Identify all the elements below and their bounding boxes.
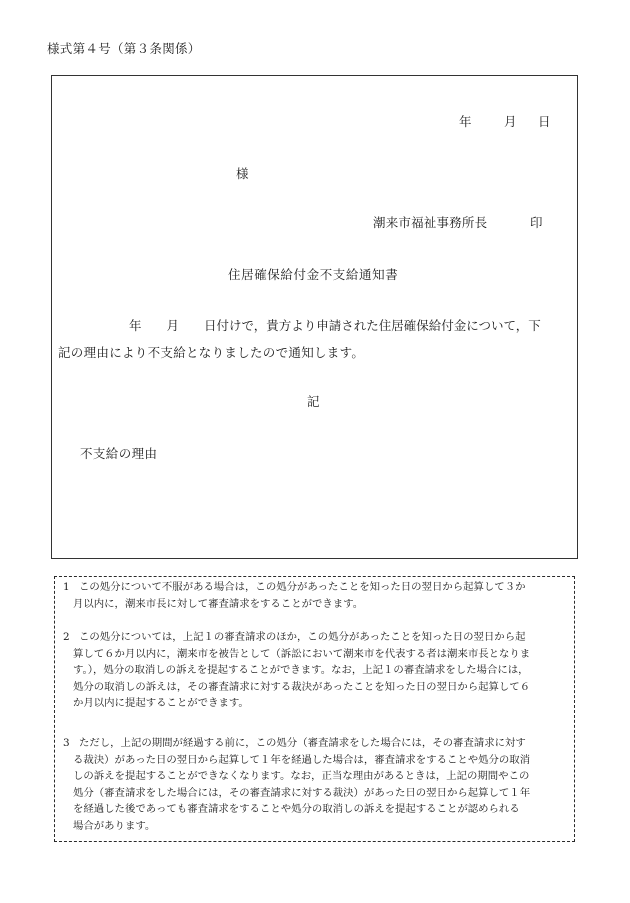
notice-2-line-5: か月以内に提起することができます。 [73, 697, 249, 709]
date-year-label: 年 [459, 114, 472, 129]
form-number: 様式第４号（第３条関係） [47, 41, 201, 56]
notice-3-number: 3 [63, 737, 70, 749]
notice-3-line-6: 場合があります。 [73, 819, 156, 832]
notice-2-text-1: この処分については，上記１の審査請求のほか，この処分があったことを知った日の翌日から起 [79, 631, 526, 643]
sender-name: 潮来市福祉事務所長 [373, 215, 488, 230]
reason-label: 不支給の理由 [80, 446, 158, 461]
notice-2-line-1 [63, 629, 567, 646]
notice-1-line-1 [63, 579, 567, 596]
ki-heading: 記 [307, 394, 320, 409]
notice-1-line-2: 月以内に，潮来市長に対して審査請求をすることができます。 [73, 597, 364, 610]
appeal-notice-box [54, 576, 575, 842]
body-text-line-1: 年 月 日付けで，貴方より申請された住居確保給付金について，下 [129, 318, 541, 333]
notice-3-text-1: ただし，上記の期間が経過する前に，この処分（審査請求をした場合には，その審査請求に対す [79, 737, 526, 749]
notice-2-line-4: 処分の取消しの訴えは，その審査請求に対する裁決があったことを知った日の翌日から起算して６ [73, 680, 531, 693]
addressee-suffix: 様 [236, 166, 249, 181]
notification-letter-box [51, 75, 578, 559]
date-month-label: 月 [504, 114, 517, 129]
notice-item-3 [63, 735, 567, 834]
notice-3-line-3: しの訴えを提起することができなくなります。なお，正当な理由があるときは，上記の期間やこの [73, 770, 530, 782]
document-title: 住居確保給付金不支給通知書 [228, 267, 399, 282]
notice-3-line-2: る裁決）があった日の翌日から起算して１年を経過した場合は，審査請求をすることや処分の取消 [73, 753, 531, 766]
notice-item-1 [63, 579, 567, 612]
notice-3-line-5: を経過した後であっても審査請求をすることや処分の取消しの訴えを提起することが認められる [73, 803, 520, 815]
notice-3-line-4: 処分（審査請求をした場合には，その審査請求に対する裁決）があった日の翌日から起算して１年 [73, 786, 531, 799]
notice-2-line-2: 算して６か月以内に，潮来市を被告として（訴訟において潮来市を代表する者は潮来市長となりま [73, 647, 531, 660]
notice-2-line-3: す。），処分の取消しの訴えを提起することができます。なお，上記１の審査請求をした場合には， [73, 664, 529, 676]
notice-1-number: 1 [63, 581, 70, 593]
seal-mark: 印 [530, 215, 543, 230]
notice-2-number: 2 [63, 631, 70, 643]
notice-1-text-1: この処分について不服がある場合は，この処分があったことを知った日の翌日から起算して３か [79, 581, 526, 593]
notice-3-line-1 [63, 735, 567, 752]
date-day-label: 日 [538, 114, 551, 129]
notice-item-2 [63, 629, 567, 712]
body-text-line-2: 記の理由により不支給となりましたので通知します。 [58, 345, 365, 360]
